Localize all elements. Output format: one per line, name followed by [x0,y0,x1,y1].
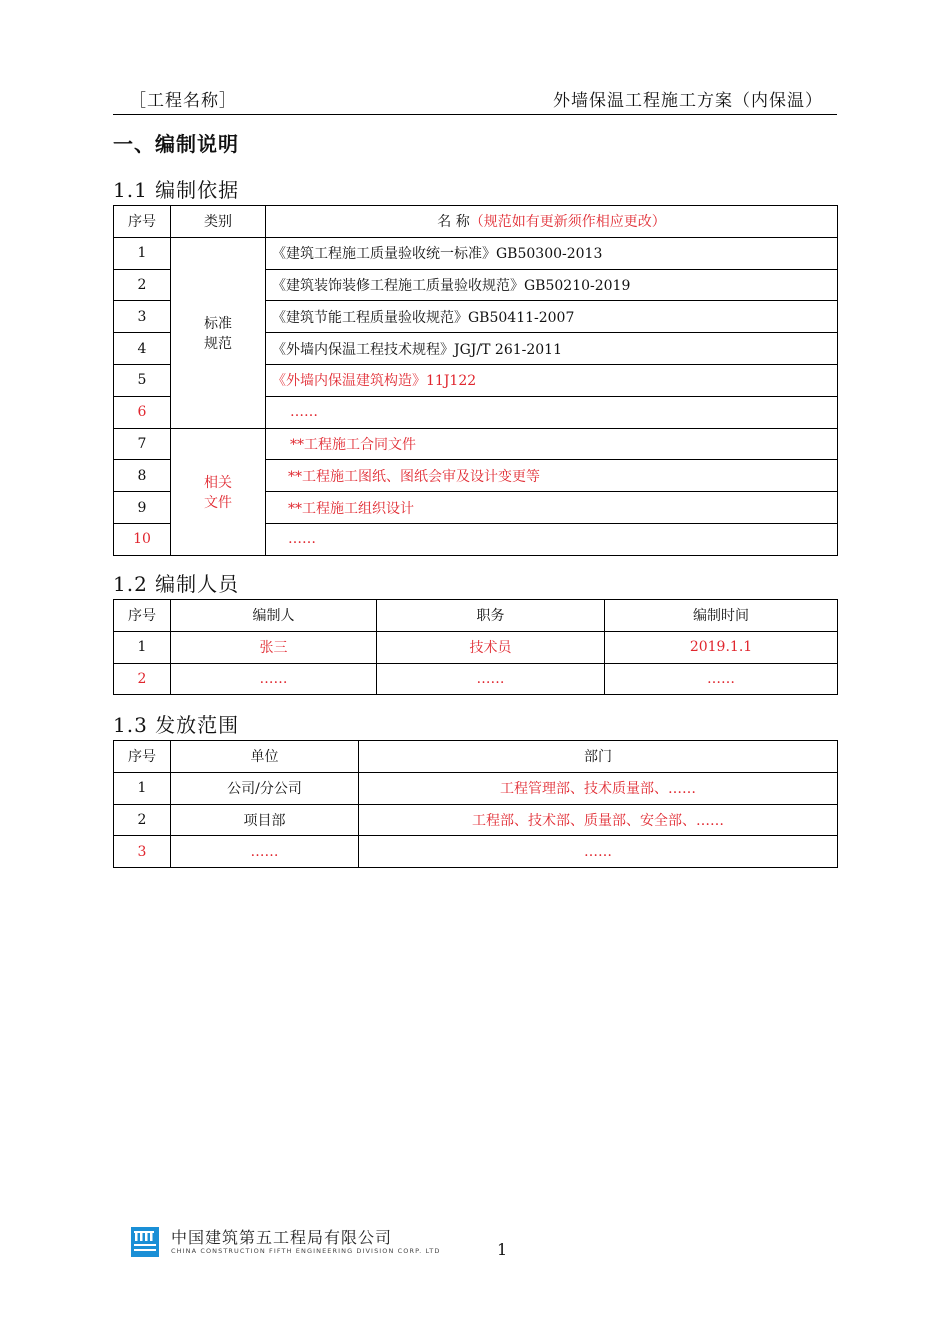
row-time: 2019.1.1 [605,631,838,663]
staff-table [113,599,838,695]
row-no: 2 [114,804,171,836]
header-name-prefix: 名 称 [437,214,470,231]
distribution-table [113,740,838,868]
row-dept: 工程部、技术部、质量部、安全部、…… [359,804,838,836]
row-no: 1 [114,772,171,804]
row-no: 6 [114,396,171,428]
row-name: 《建筑工程施工质量验收统一标准》GB50300-2013 [266,237,838,269]
table-row [114,631,838,663]
header-no: 序号 [114,600,171,632]
page-header [113,84,837,115]
company-name: 中国建筑第五工程局有限公司 [171,1228,393,1247]
page-number: 1 [497,1240,508,1259]
table-header-row [114,206,838,238]
section-title: 一、编制说明 [113,132,239,156]
header-position: 职务 [377,600,605,632]
row-dept: 工程管理部、技术质量部、…… [359,772,838,804]
category-standards [171,237,266,428]
row-no: 4 [114,333,171,365]
row-no: 7 [114,428,171,460]
row-name: 《外墙内保温建筑构造》11J122 [266,364,838,396]
row-unit: 公司/分公司 [171,772,359,804]
basis-table [113,205,838,556]
cscec-logo-icon [131,1227,159,1257]
header-no: 序号 [114,741,171,773]
row-position: …… [377,663,605,695]
table-row [114,237,838,269]
header-time: 编制时间 [605,600,838,632]
row-no: 9 [114,492,171,524]
row-no: 3 [114,301,171,333]
table-row [114,663,838,695]
row-name: **工程施工合同文件 [266,428,838,460]
row-dept: …… [359,836,838,868]
category-standards-label: 标准 规范 [204,315,232,352]
row-name: …… [266,523,838,555]
row-no: 5 [114,364,171,396]
row-name: 《建筑节能工程质量验收规范》GB50411-2007 [266,301,838,333]
company-name-english: CHINA CONSTRUCTION FIFTH ENGINEERING DIVISION CORP. LTD [171,1247,441,1255]
document-title: 外墙保温工程施工方案（内保温） [553,91,823,111]
header-name [266,206,838,238]
header-dept: 部门 [359,741,838,773]
row-position: 技术员 [377,631,605,663]
row-no: 10 [114,523,171,555]
header-name-note: （规范如有更新须作相应更改） [469,214,666,231]
header-no: 序号 [114,206,171,238]
row-no: 8 [114,460,171,492]
row-person: …… [171,663,377,695]
row-name: 《建筑装饰装修工程施工质量验收规范》GB50210-2019 [266,269,838,301]
row-no: 2 [114,663,171,695]
table-row [114,772,838,804]
row-no: 3 [114,836,171,868]
row-person: 张三 [171,631,377,663]
header-unit: 单位 [171,741,359,773]
header-person: 编制人 [171,600,377,632]
row-unit: …… [171,836,359,868]
row-no: 1 [114,631,171,663]
table-header-row [114,741,838,773]
category-related-docs [171,428,266,555]
row-no: 2 [114,269,171,301]
table-header-row [114,600,838,632]
category-related-docs-label: 相关 文件 [204,474,232,511]
project-name: ［工程名称］ [129,91,237,111]
row-no: 1 [114,237,171,269]
row-name: …… [266,396,838,428]
row-name: **工程施工图纸、图纸会审及设计变更等 [266,460,838,492]
subsection-title-basis: 1.1 编制依据 [113,178,240,202]
row-name: **工程施工组织设计 [266,492,838,524]
header-category: 类别 [171,206,266,238]
subsection-title-distribution: 1.3 发放范围 [113,713,240,737]
row-unit: 项目部 [171,804,359,836]
table-row [114,428,838,460]
row-time: …… [605,663,838,695]
table-row [114,804,838,836]
table-row [114,836,838,868]
row-name: 《外墙内保温工程技术规程》JGJ/T 261-2011 [266,333,838,365]
page-footer [131,1225,441,1259]
subsection-title-staff: 1.2 编制人员 [113,572,240,596]
